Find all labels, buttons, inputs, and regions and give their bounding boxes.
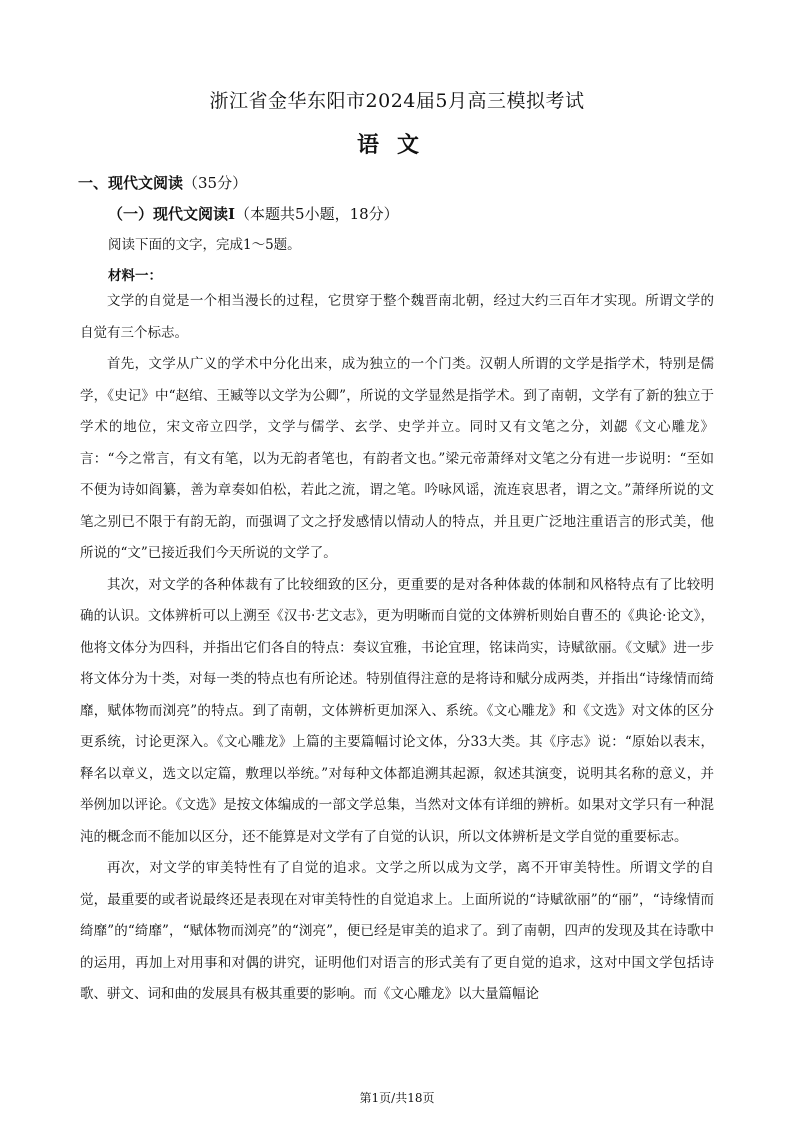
material-label: 材料一： — [108, 268, 162, 284]
paragraph: 再次，对文学的审美特性有了自觉的追求。文学之所以成为文学，离不开审美特性。所谓文学的自觉，最重要的或者说最终还是表现在对审美特性的自觉追求上。上面所说的“诗赋欲丽”的“丽”，“诗缘情而绮靡”的“绮靡”，“赋体物而浏亮”的“浏亮”，便已经是审美的追求了。到了南朝，四声的发现及其在诗歌中的运用，再加上对用事和对偶的讲究，证明他们对语言的形式美有了更自觉的追求，这对中国文学包括诗歌、骈文、词和曲的发展具有极其重要的影响。而《文心雕龙》以大量篇幅论 — [80, 860, 714, 1002]
paragraph: 首先，文学从广义的学术中分化出来，成为独立的一个门类。汉朝人所谓的文学是指学术，特别是儒学，《史记》中“赵绾、王臧等以文学为公卿”，所说的文学显然是指学术。到了南朝，文学有了新的独立于学术的地位，宋文帝立四学，文学与儒学、玄学、史学并立。同时又有文笔之分，刘勰《文心雕龙》言：“今之常言，有文有笔，以为无韵者笔也，有韵者文也。”梁元帝萧绎对文笔之分有进一步说明：“至如不便为诗如阎纂，善为章奏如伯松，若此之流，谓之笔。吟咏风谣，流连哀思者，谓之文。”萧绎所说的文笔之别已不限于有韵无韵，而强调了文之抒发感情以情动人的特点，并且更广泛地注重语言的形式美，他所说的“文”已接近我们今天所说的文学了。 — [80, 356, 714, 561]
subject-heading: 语文 — [356, 132, 437, 158]
paragraph: 文学的自觉是一个相当漫长的过程，它贯穿于整个魏晋南北朝，经过大约三百年才实现。所谓文学的自觉有三个标志。 — [80, 293, 714, 341]
section-points: （35分） — [183, 174, 248, 192]
section-heading — [78, 172, 247, 193]
exam-title: 浙江省金华东阳市2024届5月高三模拟考试 — [209, 90, 585, 112]
subsection-note: （本题共5小题，18分） — [235, 205, 399, 223]
passage-body — [80, 286, 714, 1011]
paragraph: 其次，对文学的各种体裁有了比较细致的区分，更重要的是对各种体裁的体制和风格特点有了比较明确的认识。文体辨析可以上溯至《汉书·艺文志》，更为明晰而自觉的文体辨析则始自曹丕的《典论·论文》，他将文体分为四科，并指出它们各自的特点：奏议宜雅，书论宜理，铭诔尚实，诗赋欲丽。《文赋》进一步将文体分为十类，对每一类的特点也有所论述。特别值得注意的是将诗和赋分成两类，并指出“诗缘情而绮靡，赋体物而浏亮”的特点。到了南朝，文体辨析更加深入、系统。《文心雕龙》和《文选》对文体的区分更系统，讨论更深入。《文心雕龙》上篇的主要篇幅讨论文体，分33大类。其《序志》说：“原始以表末，释名以章义，选文以定篇，敷理以举统。”对每种文体都追溯其起源，叙述其演变，说明其名称的意义，并举例加以评论。《文选》是按文体编成的一部文学总集，当然对文体有详细的辨析。如果对文学只有一种混沌的概念而不能加以区分，还不能算是对文学有了自觉的认识，所以文体辨析是文学自觉的重要标志。 — [80, 576, 714, 845]
reading-instruction: 阅读下面的文字，完成1～5题。 — [108, 237, 301, 253]
subsection-heading — [108, 203, 399, 224]
page-footer: 第1页/共18页 — [359, 1091, 435, 1105]
subsection-label: （一）现代文阅读Ⅰ — [108, 205, 236, 223]
section-label: 一、现代文阅读 — [78, 174, 184, 192]
